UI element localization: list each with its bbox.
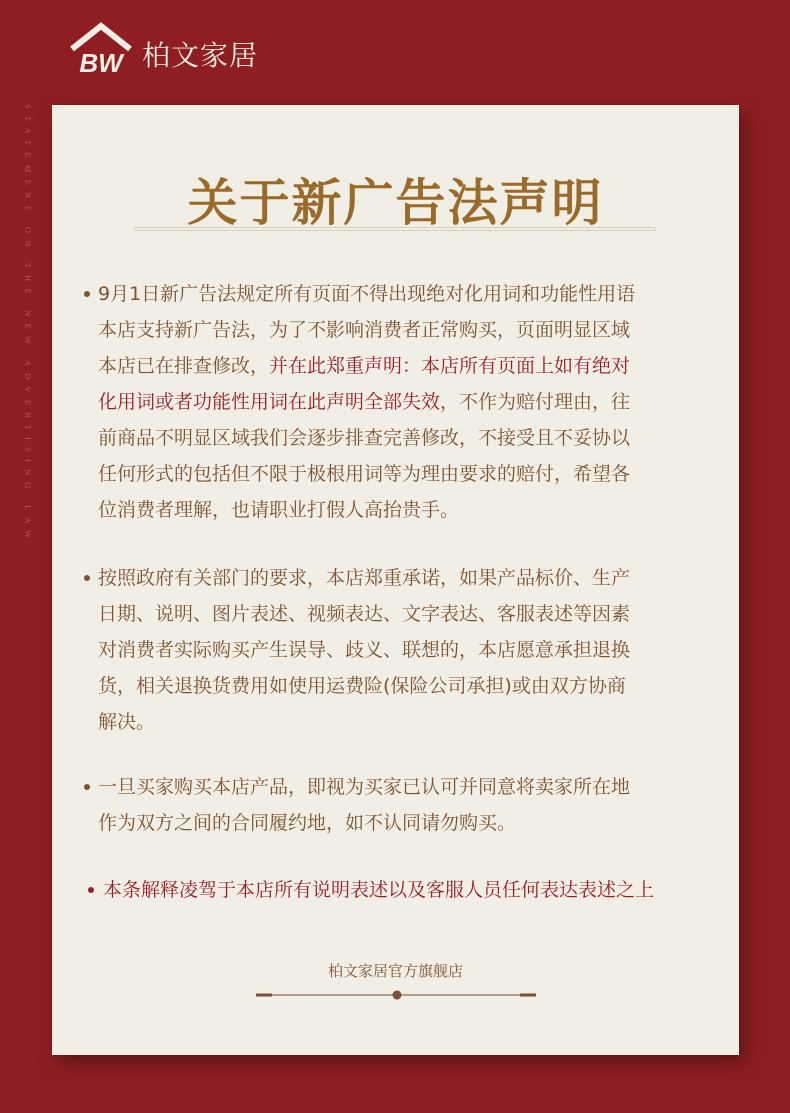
paragraph-line: 9月1日新广告法规定所有页面不得出现绝对化用词和功能性用语: [98, 283, 636, 305]
paragraph-line: 任何形式的包括但不限于极根用词等为理由要求的赔付，希望各: [98, 463, 631, 485]
paragraph-line: 对消费者实际购买产生误导、歧义、联想的，本店愿意承担退换: [98, 639, 631, 661]
paragraph-line: 货，相关退换货费用如使用运费险(保险公司承担)或由双方协商: [98, 675, 626, 697]
bullet-dot: [84, 575, 90, 581]
brand-logo: [68, 22, 328, 78]
bullet-dot: [88, 887, 94, 893]
paragraph-line: 位消费者理解，也请职业打假人高抬贵手。: [98, 499, 460, 521]
statement-card: [52, 105, 739, 1055]
paragraph-line: 一旦买家购买本店产品，即视为买家已认可并同意将卖家所在地: [98, 776, 631, 798]
logo-letters: BW: [79, 48, 123, 76]
brand-name: 柏文家居: [142, 39, 259, 72]
store-name-footer: 柏文家居官方旗舰店: [327, 962, 463, 980]
page-title: 关于新广告法声明: [187, 174, 604, 232]
statement-paragraph-1: [98, 276, 710, 528]
paragraph-line: 日期、说明、图片表述、视频表达、文字表达、客服表述等因素: [98, 603, 631, 625]
highlighted-declaration: 并在此郑重声明：本店所有页面上如有绝对: [269, 355, 631, 377]
paragraph-line: 解决。: [98, 711, 156, 733]
final-statement: 本条解释凌驾于本店所有说明表述以及客服人员任何表达表述之上: [103, 879, 655, 901]
bullet-dot: [84, 784, 90, 790]
paragraph-line: 本店支持新广告法，为了不影响消费者正常购买，页面明显区域: [98, 319, 631, 341]
highlighted-declaration: 化用词或者功能性用词在此声明全部失效: [98, 391, 441, 413]
side-caption: STATEMENT ON THE NEW ADVERTISING LAW: [23, 104, 33, 546]
paragraph-line: 作为双方之间的合同履约地，如不认同请勿购买。: [98, 812, 517, 834]
house-logo-icon: [68, 22, 134, 76]
footer-divider: [256, 989, 536, 1001]
title-divider: [134, 227, 656, 231]
paragraph-line: ，不作为赔付理由，往: [440, 391, 631, 413]
statement-paragraph-3: [98, 769, 710, 841]
statement-paragraph-2: [98, 560, 710, 740]
paragraph-line: 按照政府有关部门的要求，本店郑重承诺，如果产品标价、生产: [98, 567, 631, 589]
bullet-dot: [84, 291, 90, 297]
paragraph-line: 本店已在排查修改，: [98, 355, 270, 377]
paragraph-line: 前商品不明显区域我们会逐步排查完善修改，不接受且不妥协以: [98, 427, 631, 449]
